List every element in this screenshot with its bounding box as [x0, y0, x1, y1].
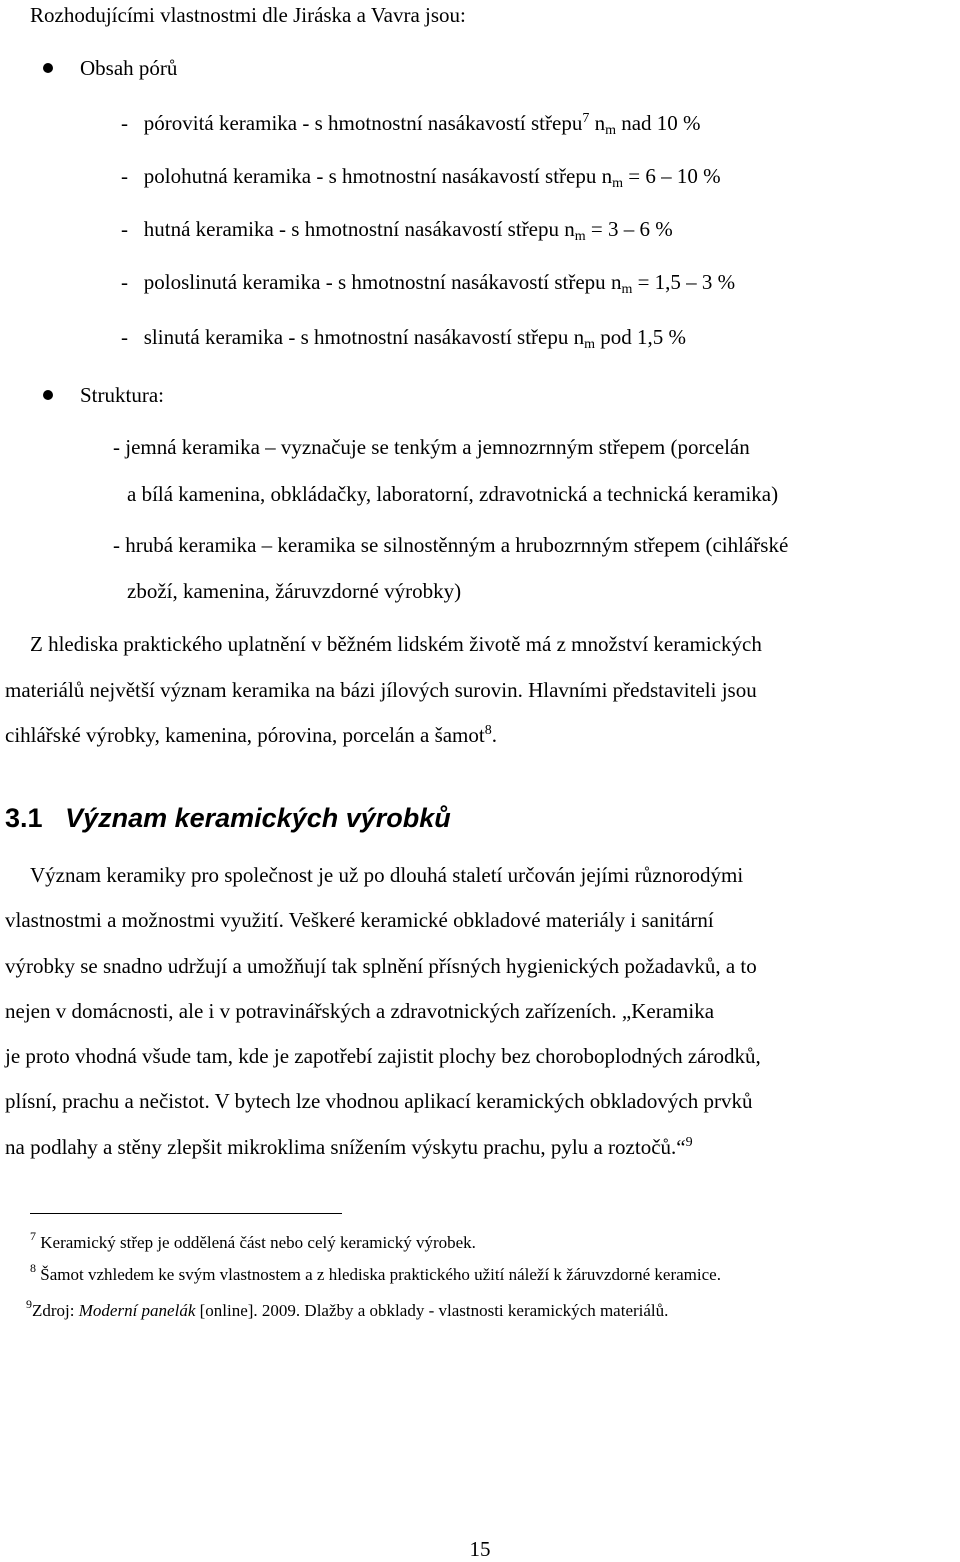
section-paragraph-line: na podlahy a stěny zlepšit mikroklima snížením výskytu prachu, pylu a roztočů.“$^9$	[5, 1135, 693, 1159]
paragraph-line: materiálů největší význam keramika na bázi jílových surovin. Hlavními představiteli jsou	[5, 678, 757, 702]
list-item: - pórovitá keramika - s hmotnostní nasákavostí střepu$^7$ $n_m$ nad 10 %	[121, 111, 701, 138]
bullet-icon	[43, 390, 53, 400]
structure-heading: Struktura:	[80, 383, 164, 407]
fine-ceramics-line1: - jemná keramika – vyznačuje se tenkým a jemnozrnným střepem (porcelán	[113, 435, 750, 459]
section-paragraph-line: výrobky se snadno udržují a umožňují tak splnění přísných hygienických požadavků, a to	[5, 954, 757, 978]
footnote-separator	[30, 1213, 342, 1214]
bullet-icon	[43, 63, 53, 73]
list-item: - poloslinutá keramika - s hmotnostní nasákavostí střepu $n_m = 1,5 - 3$ %	[121, 270, 736, 297]
porosity-heading: Obsah pórů	[80, 56, 178, 80]
fine-ceramics-line2: a bílá kamenina, obkládačky, laboratorní, zdravotnická a technická keramika)	[127, 482, 779, 506]
section-paragraph-line: Význam keramiky pro společnost je už po dlouhá staletí určován jejími různorodými	[30, 863, 744, 887]
list-item: - slinutá keramika - s hmotnostní nasákavostí střepu $n_m$ pod 1,5 %	[121, 325, 686, 352]
section-paragraph-line: je proto vhodná všude tam, kde je zapotřebí zajistit plochy bez choroboplodných zárodků,	[5, 1044, 761, 1068]
coarse-ceramics-line1: - hrubá keramika – keramika se silnostěnným a hrubozrnným střepem (cihlářské	[113, 533, 789, 557]
page-number: 15	[469, 1537, 491, 1561]
paragraph-line: Z hlediska praktického uplatnění v běžném lidském životě má z množství keramických	[30, 632, 762, 656]
footnote: $^7$ Keramický střep je oddělená část nebo celý keramický výrobek.	[30, 1229, 476, 1252]
list-item: - polohutná keramika - s hmotnostní nasákavostí střepu $n_m = 6 - 10$ %	[121, 164, 721, 191]
paragraph-line: cihlářské výrobky, kamenina, pórovina, porcelán a šamot$^8$.	[5, 723, 497, 747]
footnote: $^9$Zdroj: Moderní panelák [online]. 2009. Dlažby a obklady - vlastnosti keramických materiálů.	[26, 1297, 669, 1320]
coarse-ceramics-line2: zboží, kamenina, žáruvzdorné výrobky)	[127, 579, 462, 603]
intro-text: Rozhodujícími vlastnostmi dle Jiráska a Vavra jsou:	[30, 3, 466, 27]
list-item: - hutná keramika - s hmotnostní nasákavostí střepu $n_m = 3 - 6$ %	[121, 217, 673, 244]
section-paragraph-line: vlastnostmi a možnostmi využití. Veškeré keramické obkladové materiály i sanitární	[5, 908, 714, 932]
footnote: $^8$ Šamot vzhledem ke svým vlastnostem a z hlediska praktického užití náleží k žáruvzdorné keramice.	[30, 1261, 721, 1284]
section-paragraph-line: nejen v domácnosti, ale i v potravinářských a zdravotnických zařízeních. „Keramika	[5, 999, 715, 1023]
section-paragraph-line: plísní, prachu a nečistot. V bytech lze vhodnou aplikací keramických obkladových prvků	[5, 1089, 753, 1113]
section-heading: 3.1 Význam keramických výrobků	[5, 803, 451, 833]
